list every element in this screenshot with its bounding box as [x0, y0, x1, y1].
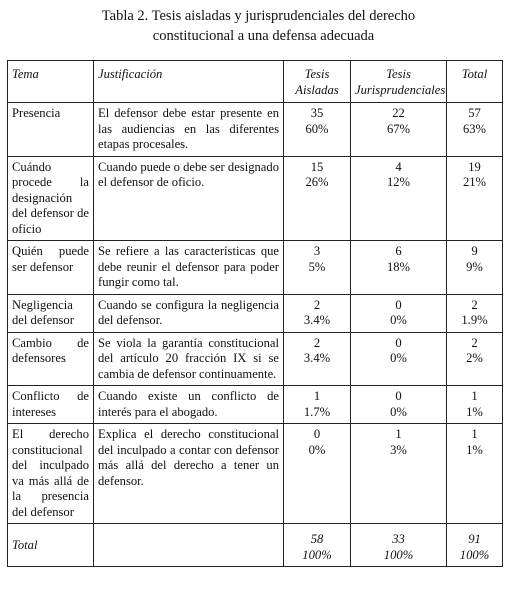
total-label: Total — [8, 524, 94, 567]
tesis-jurisprudenciales-percent: 0% — [390, 404, 407, 419]
header-tesis-juris-line2: Jurisprudenciales — [355, 82, 446, 97]
tesis-aisladas-count: 3 — [313, 244, 321, 258]
total-juris-count: 33 — [392, 532, 405, 546]
total-aisladas-cell — [284, 524, 351, 567]
total-percent: 9% — [466, 259, 483, 274]
justificacion-cell: Cuando se configura la negligencia del defensor. — [94, 294, 284, 332]
total-aisladas-count: 58 — [310, 532, 324, 546]
tesis-jurisprudenciales-count: 22 — [392, 106, 405, 120]
header-tesis-aisladas-line1: Tesis — [304, 67, 330, 81]
tesis-jurisprudenciales-count: 4 — [395, 159, 402, 174]
total-count: 1 — [471, 427, 478, 441]
total-cell — [447, 156, 503, 241]
total-percent: 1% — [466, 404, 483, 419]
tesis-jurisprudenciales-percent: 18% — [386, 259, 411, 274]
tesis-jurisprudenciales-percent: 67% — [386, 121, 411, 136]
table-row — [8, 241, 503, 295]
justificacion-cell: Se refiere a las características que debe reunir el defensor para poder fungir como tal. — [94, 241, 284, 295]
tesis-aisladas-percent: 3.4% — [303, 313, 331, 327]
caption-line-2: constitucional a una defensa adecuada — [152, 28, 375, 44]
header-tesis-jurisprudenciales — [351, 61, 447, 103]
justificacion-cell: Se viola la garantía constitucional del artículo 20 fracción IX si se cambia de defensor continuamente. — [94, 332, 284, 386]
tesis-jurisprudenciales-cell — [351, 156, 447, 241]
tesis-table — [7, 60, 503, 567]
tesis-aisladas-cell — [284, 103, 351, 157]
table-caption — [0, 6, 509, 46]
tesis-jurisprudenciales-percent: 0% — [390, 313, 407, 327]
total-total-cell — [447, 524, 503, 567]
header-tesis-aisladas — [284, 61, 351, 103]
total-total-count: 91 — [468, 532, 481, 546]
tesis-aisladas-count: 35 — [310, 106, 324, 120]
tesis-aisladas-cell — [284, 294, 351, 332]
total-percent: 63% — [462, 121, 487, 136]
tesis-aisladas-cell — [284, 386, 351, 424]
tesis-aisladas-count: 0 — [313, 427, 321, 441]
tesis-aisladas-count: 2 — [313, 335, 321, 350]
table-row — [8, 424, 503, 524]
total-percent: 1% — [466, 442, 483, 457]
tesis-jurisprudenciales-count: 1 — [395, 427, 402, 441]
total-count: 2 — [471, 297, 478, 312]
tema-cell: El derecho constitucional del inculpado va más allá de la presencia del defensor — [8, 424, 94, 524]
header-total: Total — [447, 61, 503, 103]
total-count: 19 — [468, 159, 481, 174]
tesis-aisladas-cell — [284, 241, 351, 295]
header-tema: Tema — [8, 61, 94, 103]
tesis-jurisprudenciales-cell — [351, 386, 447, 424]
table-row — [8, 156, 503, 241]
total-cell — [447, 332, 503, 386]
total-row — [8, 524, 503, 567]
tesis-jurisprudenciales-count: 0 — [395, 335, 402, 350]
tesis-jurisprudenciales-cell — [351, 241, 447, 295]
tesis-jurisprudenciales-percent: 12% — [386, 175, 411, 189]
justificacion-cell: Explica el derecho constitucional del inculpado a contar con defensor más allá del derecho a tener un defensor. — [94, 424, 284, 524]
tesis-aisladas-count: 15 — [310, 159, 324, 174]
tesis-aisladas-percent: 60% — [305, 121, 329, 136]
tesis-aisladas-cell — [284, 156, 351, 241]
header-tesis-juris-line1: Tesis — [386, 67, 411, 81]
tesis-jurisprudenciales-count: 6 — [395, 244, 402, 258]
total-percent: 1.9% — [461, 313, 488, 327]
tesis-aisladas-percent: 1.7% — [303, 404, 331, 419]
tema-cell: Cuándo procede la designación del defensor de oficio — [8, 156, 94, 241]
total-juris-cell — [351, 524, 447, 567]
tesis-jurisprudenciales-percent: 3% — [390, 442, 407, 457]
caption-line-1: Tabla 2. Tesis aisladas y jurisprudenciales del derecho — [101, 8, 416, 24]
tesis-jurisprudenciales-count: 0 — [395, 297, 402, 312]
tema-cell: Presencia — [8, 103, 94, 157]
tesis-aisladas-cell — [284, 332, 351, 386]
tesis-aisladas-percent: 26% — [305, 175, 329, 189]
table-row — [8, 386, 503, 424]
tesis-aisladas-count: 1 — [313, 389, 321, 403]
tesis-aisladas-percent: 0% — [308, 442, 326, 457]
tesis-jurisprudenciales-count: 0 — [395, 389, 402, 403]
tema-cell: Conflicto de intereses — [8, 386, 94, 424]
tema-cell: Negligencia del defensor — [8, 294, 94, 332]
tesis-aisladas-count: 2 — [313, 297, 321, 312]
tesis-aisladas-percent: 5% — [308, 259, 326, 274]
total-total-percent: 100% — [459, 547, 490, 562]
tesis-aisladas-percent: 3.4% — [303, 351, 331, 365]
total-cell — [447, 386, 503, 424]
table-body — [8, 103, 503, 524]
justificacion-cell: El defensor debe estar presente en las audiencias en las diferentes etapas procesales. — [94, 103, 284, 157]
header-justificacion: Justificación — [94, 61, 284, 103]
justificacion-cell: Cuando puede o debe ser designado el defensor de oficio. — [94, 156, 284, 241]
total-count: 9 — [471, 244, 478, 258]
tesis-jurisprudenciales-cell — [351, 294, 447, 332]
total-cell — [447, 241, 503, 295]
table-row — [8, 103, 503, 157]
total-count: 2 — [471, 335, 478, 350]
header-tesis-aisladas-line2: Aisladas — [295, 82, 339, 97]
table-header-row — [8, 61, 503, 103]
total-count: 1 — [471, 389, 478, 403]
total-cell — [447, 294, 503, 332]
tema-cell: Quién puede ser defensor — [8, 241, 94, 295]
tesis-jurisprudenciales-cell — [351, 332, 447, 386]
total-juris-percent: 100% — [383, 547, 414, 562]
tema-cell: Cambio de defensores — [8, 332, 94, 386]
total-cell — [447, 424, 503, 524]
table-row — [8, 332, 503, 386]
justificacion-cell: Cuando existe un conflicto de interés para el abogado. — [94, 386, 284, 424]
total-count: 57 — [468, 106, 481, 120]
tesis-aisladas-cell — [284, 424, 351, 524]
total-aisladas-percent: 100% — [302, 547, 332, 562]
tesis-jurisprudenciales-cell — [351, 424, 447, 524]
tesis-jurisprudenciales-cell — [351, 103, 447, 157]
total-justificacion-empty — [94, 524, 284, 567]
total-percent: 2% — [466, 351, 483, 365]
table-row — [8, 294, 503, 332]
total-percent: 21% — [462, 175, 487, 189]
tesis-jurisprudenciales-percent: 0% — [390, 351, 407, 365]
total-cell — [447, 103, 503, 157]
